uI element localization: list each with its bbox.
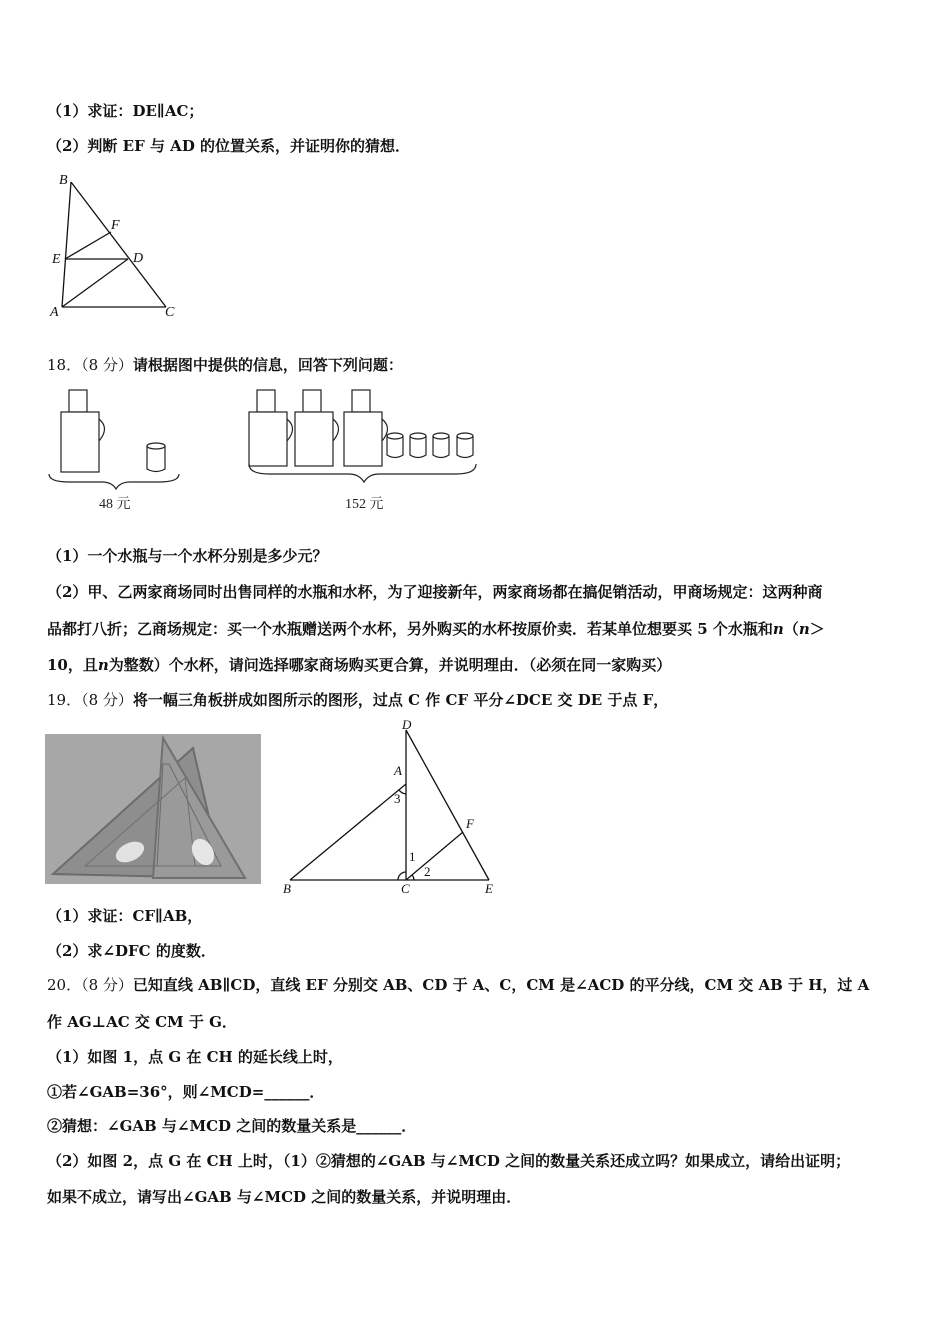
label-d: D	[133, 251, 144, 266]
price-48: 48 元	[99, 497, 131, 512]
cup-2	[387, 433, 403, 458]
bottle-1	[61, 390, 105, 472]
q18-gt: ＞	[809, 620, 825, 638]
q20-part1: （1）如图 1，点 G 在 CH 的延长线上时，	[47, 1048, 343, 1066]
label-3: 3	[394, 791, 401, 806]
label-d: D	[402, 717, 412, 732]
q19-question	[47, 690, 668, 710]
brace-1	[49, 474, 179, 489]
q18-part2-line3	[47, 655, 671, 675]
label-f: F	[111, 218, 120, 233]
label-e: E	[485, 881, 493, 896]
q18-paren: （	[783, 620, 799, 638]
bottle-2	[249, 390, 293, 466]
price-152: 152 元	[345, 497, 384, 512]
label-f: F	[466, 816, 474, 831]
q20-stem: 已知直线 AB∥CD，直线 EF 分别交 AB、CD 于 A、C，CM 是∠ACD 的平分线，CM 交 AB 于 H，过 A	[132, 976, 870, 994]
label-a: A	[50, 305, 59, 320]
q17-part2: （2）判断 EF 与 AD 的位置关系，并证明你的猜想．	[47, 137, 411, 155]
var-n-2: n	[798, 620, 810, 638]
segment-de	[406, 730, 489, 880]
cup-4	[433, 433, 449, 458]
q18-question	[47, 355, 403, 375]
q19-score: （8 分）	[81, 691, 133, 709]
label-c: C	[165, 305, 175, 320]
q18-part2-line1: （2）甲、乙两家商场同时出售同样的水瓶和水杯，为了迎接新年，两家商场都在搞促销活动，甲商场规定：这两种商	[47, 583, 823, 601]
q18-part2-tail: 为整数）个水杯，请问选择哪家商场购买更合算，并说明理由．（必须在同一家购买）	[108, 656, 672, 674]
q17-triangle-figure	[45, 168, 185, 320]
var-n-3: n	[97, 656, 109, 674]
cup-1	[147, 443, 165, 472]
q18-number: 18．	[47, 356, 82, 374]
q19-number: 19．	[47, 691, 82, 709]
q20-question-line1	[47, 975, 869, 995]
q18-score: （8 分）	[81, 356, 133, 374]
segment-ba	[290, 784, 406, 880]
q20-sub1: ①若∠GAB=36°，则∠MCD=______．	[47, 1083, 325, 1101]
q19-triangle-figure	[276, 714, 506, 896]
brace-2	[249, 464, 476, 482]
label-b: B	[59, 173, 68, 188]
q20-score: （8 分）	[81, 976, 133, 994]
label-e: E	[52, 252, 61, 267]
bottle-3	[295, 390, 339, 466]
bottle-4	[344, 390, 388, 466]
q19-stem: 将一幅三角板拼成如图所示的图形，过点 C 作 CF 平分∠DCE 交 DE 于点 F，	[132, 691, 669, 709]
q18-part2-head: 10，且	[47, 656, 98, 674]
label-a: A	[394, 763, 402, 778]
q18-part2-text: 品都打八折；乙商场规定：买一个水瓶赠送两个水杯，另外购买的水杯按原价卖．若某单位想要买 5 个水瓶和	[47, 620, 773, 638]
q19-part1: （1）求证：CF∥AB，	[47, 907, 203, 925]
q18-stem: 请根据图中提供的信息，回答下列问题：	[132, 356, 403, 374]
angle-1-arc	[398, 872, 406, 880]
var-n: n	[772, 620, 784, 638]
label-c: C	[401, 881, 410, 896]
label-1: 1	[409, 849, 416, 864]
q20-sub2: ②猜想：∠GAB 与∠MCD 之间的数量关系是______．	[47, 1117, 417, 1135]
q20-part2-line2: 如果不成立，请写出∠GAB 与∠MCD 之间的数量关系，并说明理由．	[47, 1188, 522, 1206]
side-bc	[71, 182, 166, 307]
angle-2-arc	[412, 875, 414, 880]
label-2: 2	[424, 864, 431, 879]
q20-part2-line1: （2）如图 2，点 G 在 CH 上时，（1）②猜想的∠GAB 与∠MCD 之间的数量关系还成立吗？如果成立，请给出证明；	[47, 1152, 851, 1170]
segment-ad	[62, 259, 128, 307]
q20-question-line2: 作 AG⊥AC 交 CM 于 G．	[47, 1013, 237, 1031]
q20-number: 20．	[47, 976, 82, 994]
set-squares-photo	[45, 734, 261, 884]
cup-5	[457, 433, 473, 458]
side-ba	[62, 182, 71, 307]
cup-3	[410, 433, 426, 458]
q19-part2: （2）求∠DFC 的度数．	[47, 942, 216, 960]
segment-ef	[65, 232, 111, 259]
q18-part2-line2	[47, 619, 825, 639]
q18-bottles-cups-figure	[44, 386, 484, 516]
q17-part1: （1）求证：DE∥AC；	[47, 102, 204, 120]
label-b: B	[283, 881, 291, 896]
q18-part1: （1）一个水瓶与一个水杯分别是多少元？	[47, 547, 328, 565]
